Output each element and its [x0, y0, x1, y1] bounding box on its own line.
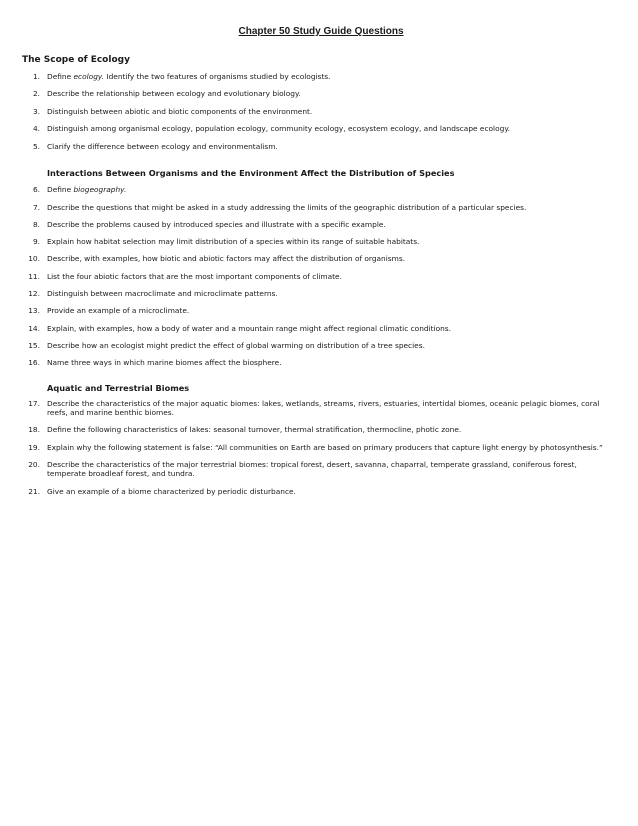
question-number: 18.: [28, 425, 40, 435]
question-number: 16.: [28, 358, 40, 368]
question-item: [0, 460, 638, 478]
question-list: [0, 399, 638, 496]
section-scope-of-ecology: [0, 54, 638, 151]
question-number: 11.: [28, 271, 40, 281]
question-text: Give an example of a biome characterized by periodic disturbance.: [47, 486, 296, 496]
question-item: [0, 107, 638, 116]
question-text: Describe how an ecologist might predict the effect of global warming on distribution of a tree species.: [47, 340, 425, 350]
question-item: [0, 289, 638, 298]
question-item: [0, 220, 638, 229]
question-text: List the four abiotic factors that are the most important components of climate.: [47, 271, 342, 281]
section-aquatic-terrestrial-biomes: [0, 383, 638, 495]
question-number: 15.: [28, 340, 40, 350]
question-item: [0, 487, 638, 496]
question-text: Distinguish between abiotic and biotic components of the environment.: [47, 106, 313, 116]
question-text: Describe the questions that might be asked in a study addressing the limits of the geographic distribution of a particular species.: [47, 202, 527, 212]
question-item: [0, 89, 638, 98]
question-item: [0, 425, 638, 434]
question-item: [0, 306, 638, 315]
question-number: 13.: [28, 306, 40, 316]
section-heading: The Scope of Ecology: [22, 55, 130, 65]
question-text: Distinguish among organismal ecology, population ecology, community ecology, ecosystem ecology, and landscape ecology.: [47, 124, 510, 134]
question-text: Distinguish between macroclimate and microclimate patterns.: [47, 289, 278, 299]
question-text: Define the following characteristics of lakes: seasonal turnover, thermal stratification, thermocline, photic zone.: [47, 425, 462, 435]
question-number: 9.: [32, 237, 40, 247]
question-text: Describe, with examples, how biotic and abiotic factors may affect the distribution of organisms.: [47, 254, 406, 264]
question-number: 12.: [28, 289, 40, 299]
question-item: [0, 443, 638, 452]
page-title: Chapter 50 Study Guide Questions: [238, 26, 404, 37]
question-text: Describe the relationship between ecology and evolutionary biology.: [47, 89, 301, 99]
section-heading: Aquatic and Terrestrial Biomes: [47, 383, 190, 394]
question-text: Explain how habitat selection may limit distribution of a species within its range of suitable habitats.: [47, 237, 420, 247]
question-list: [0, 185, 638, 367]
question-number: 17.: [28, 398, 40, 408]
question-text-lead: Define: [47, 185, 74, 195]
question-item: [0, 203, 638, 212]
question-text: Clarify the difference between ecology and environmentalism.: [47, 141, 278, 151]
question-number: 4.: [32, 124, 40, 134]
question-item: [0, 358, 638, 367]
question-number: 10.: [28, 254, 40, 264]
question-text: Explain, with examples, how a body of water and a mountain range might affect regional climatic conditions.: [47, 323, 451, 333]
question-number: 3.: [32, 106, 40, 116]
question-text: Name three ways in which marine biomes affect the biosphere.: [47, 358, 282, 368]
question-number: 2.: [32, 89, 40, 99]
question-item: [0, 272, 638, 281]
question-item: [0, 185, 638, 194]
question-text: Describe the characteristics of the major aquatic biomes: lakes, wetlands, streams, rivers, estuaries, intertidal biomes, oceanic pelagic biomes, coral reefs, and marine benthic biomes.: [47, 398, 600, 418]
question-item: [0, 237, 638, 246]
question-number: 14.: [28, 323, 40, 333]
question-text: Describe the characteristics of the major terrestrial biomes: tropical forest, desert, savanna, chaparral, temperate grassland, coniferous forest, temperate broadleaf forest, and tundra.: [47, 460, 577, 479]
question-list: [0, 72, 638, 151]
defined-term: ecology.: [73, 72, 105, 81]
section-heading: Interactions Between Organisms and the Environment Affect the Distribution of Species: [47, 167, 455, 178]
question-item: [0, 124, 638, 133]
question-text-tail: Identify the two features of organisms studied by ecologists.: [104, 72, 331, 81]
question-text: Provide an example of a microclimate.: [47, 306, 190, 316]
question-text: Explain why the following statement is false: “All communities on Earth are based on primary producers that capture light energy by photosynthesis.”: [47, 442, 603, 452]
question-number: 20.: [28, 460, 40, 470]
question-text: [47, 72, 331, 81]
question-number: 8.: [32, 219, 40, 229]
question-item: [0, 341, 638, 350]
question-number: 7.: [32, 202, 40, 212]
question-text: [47, 185, 126, 194]
question-item: [0, 72, 638, 81]
question-number: 5.: [32, 141, 40, 151]
question-item: [0, 142, 638, 151]
defined-term: biogeography.: [73, 185, 127, 195]
question-item: [0, 254, 638, 263]
question-text: Describe the problems caused by introduced species and illustrate with a specific example.: [47, 219, 386, 229]
question-item: [0, 399, 638, 417]
question-number: 6.: [32, 185, 40, 195]
question-text-lead: Define: [47, 72, 74, 81]
question-number: 1.: [32, 72, 40, 81]
question-item: [0, 324, 638, 333]
question-number: 21.: [28, 486, 40, 496]
section-interactions-distribution: [0, 168, 638, 368]
question-number: 19.: [28, 442, 40, 452]
